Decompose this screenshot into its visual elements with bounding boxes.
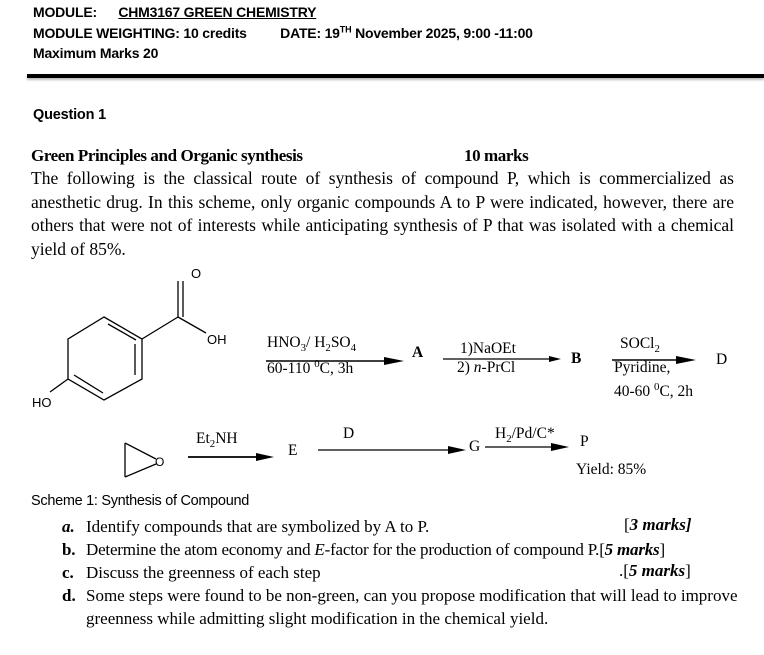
module-label: MODULE: [33,4,97,20]
header-divider [27,74,764,78]
step5-reagent: D [343,425,355,442]
compound-e: E [288,442,298,459]
step6-reagent: $H_2/Pd/C*$ [495,425,555,446]
step3-conditions: 40-60 $^0$C, 2h [614,380,694,400]
max-marks: Maximum Marks 20 [33,45,159,61]
sub-question-b: b. Determine the atom economy and E-factor for the production of compound P.[5 marks] [62,540,665,559]
step1-reagents: $HNO_3/$ $H_2SO_4$ [267,334,357,355]
step2-reagent-1: 1)NaOEt [460,340,516,357]
compound-d: D [716,351,728,368]
sub-question-a: a. Identify compounds that are symbolized by A to P. [62,517,430,536]
epoxide-oxygen-label: O [155,455,165,469]
section-title: Green Principles and Organic synthesis [31,146,303,165]
step6-arrow [485,442,571,452]
step1-conditions: 60-110 $^0$C, 3h [267,357,354,377]
ethylene-oxide-structure [118,440,178,480]
carbonyl-oxygen-label: O [191,266,202,281]
marks-a: [3 marks] [624,515,692,534]
step2-reagent-2: 2) n-PrCl [457,359,516,376]
step4-arrow [188,452,276,462]
exam-date: DATE: 19TH November 2025, 9:00 -11:00 [280,24,533,41]
step4-reagent: $Et_2NH$ [196,430,238,451]
step5-arrow [318,445,468,455]
module-weighting: MODULE WEIGHTING: 10 credits [33,25,247,41]
step3-reagent: SOCl$_2$ [620,335,660,356]
question-title: Question 1 [33,107,106,123]
weighting-line [33,25,533,41]
question-intro: The following is the classical route of synthesis of compound P, which is commercialized as anesthetic drug. In this scheme, only organic compounds A to P were indicated, however, there are others that were not of interests while anticipating synthesis of P that was isolated with a chemical yield of 85%. [31,168,734,259]
sub-question-d: d. Some steps were found to be non-green, can you propose modification that will lead to improve greenness while admitting slight modification in the chemical yield. [62,586,738,628]
compound-p: P [580,433,589,450]
marks-c: .[5 marks] [619,561,691,580]
start-material-structure [20,260,260,420]
compound-b: B [571,350,582,367]
phenol-ho-label: HO [32,395,52,410]
scheme-caption: Scheme 1: Synthesis of Compound [31,493,249,509]
step3-solvent: Pyridine, [614,359,671,376]
module-line [33,4,316,20]
module-value: CHM3167 GREEN CHEMISTRY [118,4,317,20]
compound-a: A [412,344,424,361]
section-marks: 10 marks [464,146,529,165]
compound-g: G [469,438,481,455]
yield-label: Yield: 85% [576,461,647,478]
sub-question-c: c. Discuss the greenness of each step [62,563,321,582]
acid-oh-label: OH [207,332,227,347]
